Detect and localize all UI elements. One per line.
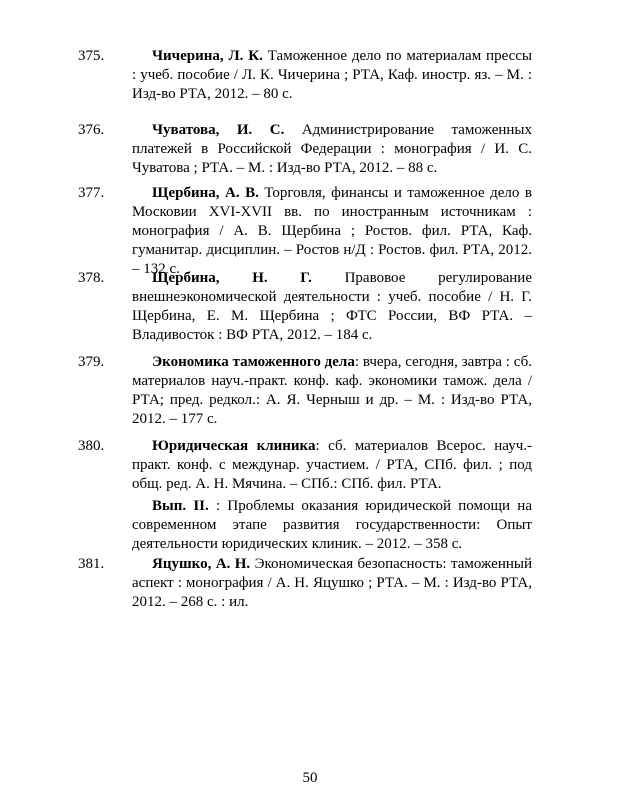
entry-text [132,555,532,612]
entry-description: Правовое регулирование внешнеэкономической деятельности : учеб. пособие / Н. Г. Щербина, Е. М. Щербина ; ФТС России, ВФ РТА. – Владивосток : ВФ РТА, 2012. – 184 с. [132,270,532,343]
entry-text [132,437,532,554]
entry-number: 375. [78,48,105,64]
entry-description: : вчера, сегодня, завтра : сб. материалов науч.-практ. конф. каф. экономики тамож. дела / РТА; пред. редкол.: А. Я. Черныш и др. – М. : Изд-во РТА, 2012. – 177 с. [132,354,532,427]
entry-number: 381. [78,556,105,572]
entry-description: Экономическая безопасность: таможенный аспект : монография / А. Н. Яцушко ; РТА. – М. : Изд-во РТА, 2012. – 268 с. : ил. [132,556,532,610]
entry-number: 378. [78,270,105,286]
entry-number: 380. [78,438,105,454]
entry-text [132,184,532,279]
entry-author: Чичерина, Л. К. [152,48,263,64]
entry-text [132,47,532,104]
entry-number: 379. [78,354,105,370]
entry-author: Яцушко, А. Н. [152,556,251,572]
entry-author: Щербина, Н. Г. [152,270,312,286]
entry-title: Экономика таможенного дела [152,354,355,370]
page-number: 50 [302,770,318,786]
entry-volume: Вып. II. [152,498,209,514]
entry-text [132,353,532,429]
entry-number: 377. [78,185,105,201]
entry-volume-description: : Проблемы оказания юридической помощи на современном этапе развития государственности: Опыт деятельности юридических клиник. – 2012. – 358 с. [132,498,532,552]
entry-author: Чуватова, И. С. [152,122,285,138]
entry-description: Администрирование таможенных платежей в Российской Федерации : монография / И. С. Чуватова ; РТА. – М. : Изд-во РТА, 2012. – 88 с. [132,122,532,176]
entry-number: 376. [78,122,105,138]
entry-text [132,269,532,345]
entry-author: Щербина, А. В. [152,185,259,201]
entry-title: Юридическая клиника [152,438,316,454]
entry-description: Торговля, финансы и таможенное дело в Московии XVI-XVII вв. по иностранным источникам : монография / А. В. Щербина ; Ростов. фил. РТА, Каф. гуманитар. дисциплин. – Ростов н/Д : Ростов. фил. РТА, 2012. – 132 с. [132,185,532,277]
entry-description: Таможенное дело по материалам прессы : учеб. пособие / Л. К. Чичерина ; РТА, Каф. иностр. яз. – М. : Изд-во РТА, 2012. – 80 с. [132,48,532,102]
entry-text [132,121,532,178]
entry-description: : сб. материалов Всерос. науч.-практ. конф. с междунар. участием. / РТА, СПб. фил. ; под общ. ред. А. Н. Мячина. – СПб.: СПб. фил. РТА. [132,438,532,492]
